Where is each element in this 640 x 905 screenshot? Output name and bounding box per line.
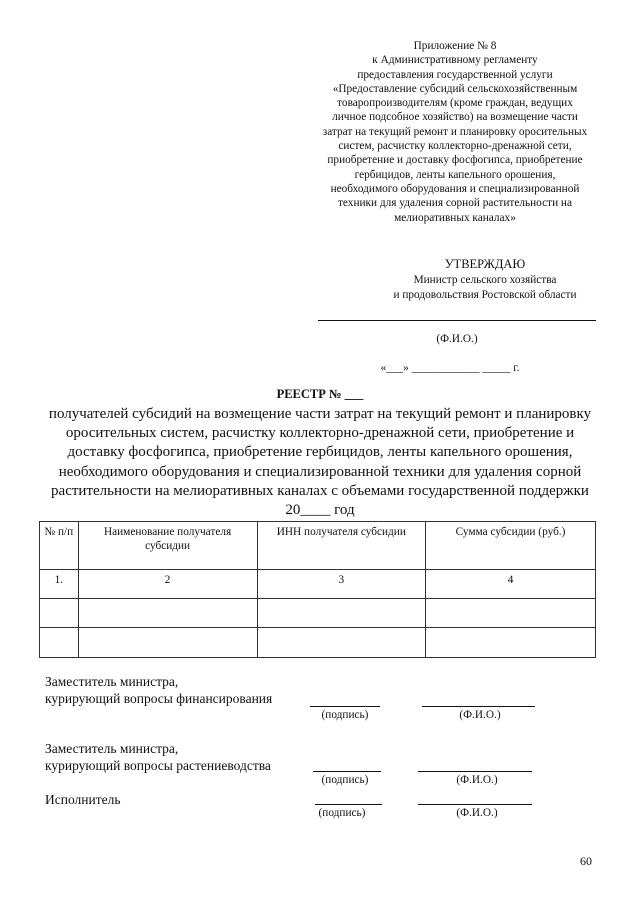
signature-deputy-crop bbox=[45, 740, 271, 774]
register-title: РЕЕСТР № ___ bbox=[276, 387, 364, 401]
approval-signature-line bbox=[318, 320, 596, 321]
appendix-line: гербицидов, ленты капельного орошения, bbox=[354, 168, 556, 181]
page-number: 60 bbox=[580, 854, 592, 868]
appendix-line: необходимого оборудования и специализированной bbox=[330, 182, 580, 195]
appendix-line: «Предоставление субсидий сельскохозяйственным bbox=[332, 82, 578, 95]
signature-blank bbox=[313, 771, 381, 772]
signature-caption: (подпись) bbox=[321, 774, 369, 786]
signature-deputy-finance bbox=[45, 673, 272, 707]
deputy-finance-line2: курирующий вопросы финансирования bbox=[45, 691, 273, 706]
fio-caption: (Ф.И.О.) bbox=[456, 807, 498, 819]
table-header-row bbox=[40, 522, 596, 570]
table-cell bbox=[257, 599, 426, 628]
appendix-line: товаропроизводителям (кроме граждан, ведущих bbox=[337, 97, 573, 110]
header-inn: ИНН получателя субсидии bbox=[257, 522, 426, 570]
fio-caption: (Ф.И.О.) bbox=[459, 709, 501, 721]
appendix-line: затрат на текущий ремонт и планировку оросительных bbox=[322, 125, 588, 138]
appendix-line: мелиоративных каналах» bbox=[394, 211, 516, 224]
table-cell bbox=[40, 599, 79, 628]
appendix-line: приобретение и доставку фосфогипса, приобретение bbox=[327, 154, 583, 167]
signature-caption: (подпись) bbox=[318, 807, 366, 819]
table-cell bbox=[78, 599, 257, 628]
signature-caption: (подпись) bbox=[321, 709, 369, 721]
fio-blank bbox=[422, 706, 535, 707]
table-cell: 2 bbox=[78, 570, 257, 599]
table-cell: 4 bbox=[426, 570, 596, 599]
register-description-line: получателей субсидий на возмещение части затрат на текущий ремонт и планировку bbox=[48, 406, 592, 422]
deputy-crop-line1: Заместитель министра, bbox=[45, 741, 179, 756]
deputy-crop-line2: курирующий вопросы растениеводства bbox=[45, 758, 271, 773]
approval-position-line1: Министр сельского хозяйства bbox=[413, 274, 557, 286]
appendix-line: личное подсобное хозяйство) на возмещение части bbox=[332, 111, 578, 124]
header-number: № п/п bbox=[40, 522, 79, 570]
table-row bbox=[40, 628, 596, 658]
appendix-line: техники для удаления сорной растительности на bbox=[338, 197, 572, 210]
deputy-finance-line1: Заместитель министра, bbox=[45, 674, 179, 689]
table-row bbox=[40, 599, 596, 628]
signature-blank bbox=[310, 706, 380, 707]
approval-heading: УТВЕРЖДАЮ bbox=[444, 257, 526, 271]
signature-executor: Исполнитель bbox=[45, 792, 121, 807]
table-cell: 1. bbox=[40, 570, 79, 599]
register-description-line: необходимого оборудования и специализированной техники для удаления сорной bbox=[58, 463, 582, 480]
register-description-line: растительности на мелиоративных каналах с объемами государственной поддержки bbox=[51, 482, 589, 499]
register-description bbox=[40, 405, 600, 520]
appendix-line: Приложение № 8 bbox=[413, 40, 497, 52]
table-cell bbox=[78, 628, 257, 658]
register-table bbox=[39, 521, 596, 658]
appendix-line: к Административному регламенту bbox=[372, 54, 538, 67]
table-numbering-row bbox=[40, 570, 596, 599]
appendix-line: систем, расчистку коллекторно-дренажной сети, bbox=[338, 140, 572, 153]
table-cell bbox=[257, 628, 426, 658]
register-description-line: доставку фосфогипса, приобретение гербицидов, ленты капельного орошения, bbox=[67, 444, 573, 461]
approval-position-line2: и продовольствия Ростовской области bbox=[393, 289, 577, 301]
signature-blank bbox=[315, 804, 382, 805]
fio-caption: (Ф.И.О.) bbox=[456, 774, 498, 786]
approval-block bbox=[300, 257, 640, 303]
appendix-line: предоставления государственной услуги bbox=[357, 68, 553, 81]
register-description-line: оросительных систем, расчистку коллекторно-дренажной сети, приобретение и bbox=[65, 425, 575, 442]
header-amount: Сумма субсидии (руб.) bbox=[426, 522, 596, 570]
header-recipient-name: Наименование получателя субсидии bbox=[78, 522, 257, 570]
table-cell bbox=[40, 628, 79, 658]
fio-blank bbox=[418, 771, 532, 772]
approval-fio: (Ф.И.О.) bbox=[436, 333, 478, 345]
register-description-line: 20____ год bbox=[285, 502, 355, 519]
table-cell bbox=[426, 628, 596, 658]
appendix-header bbox=[270, 39, 640, 225]
table-cell bbox=[426, 599, 596, 628]
approval-date: «___» ____________ _____ г. bbox=[380, 362, 520, 374]
fio-blank bbox=[418, 804, 532, 805]
table-cell: 3 bbox=[257, 570, 426, 599]
